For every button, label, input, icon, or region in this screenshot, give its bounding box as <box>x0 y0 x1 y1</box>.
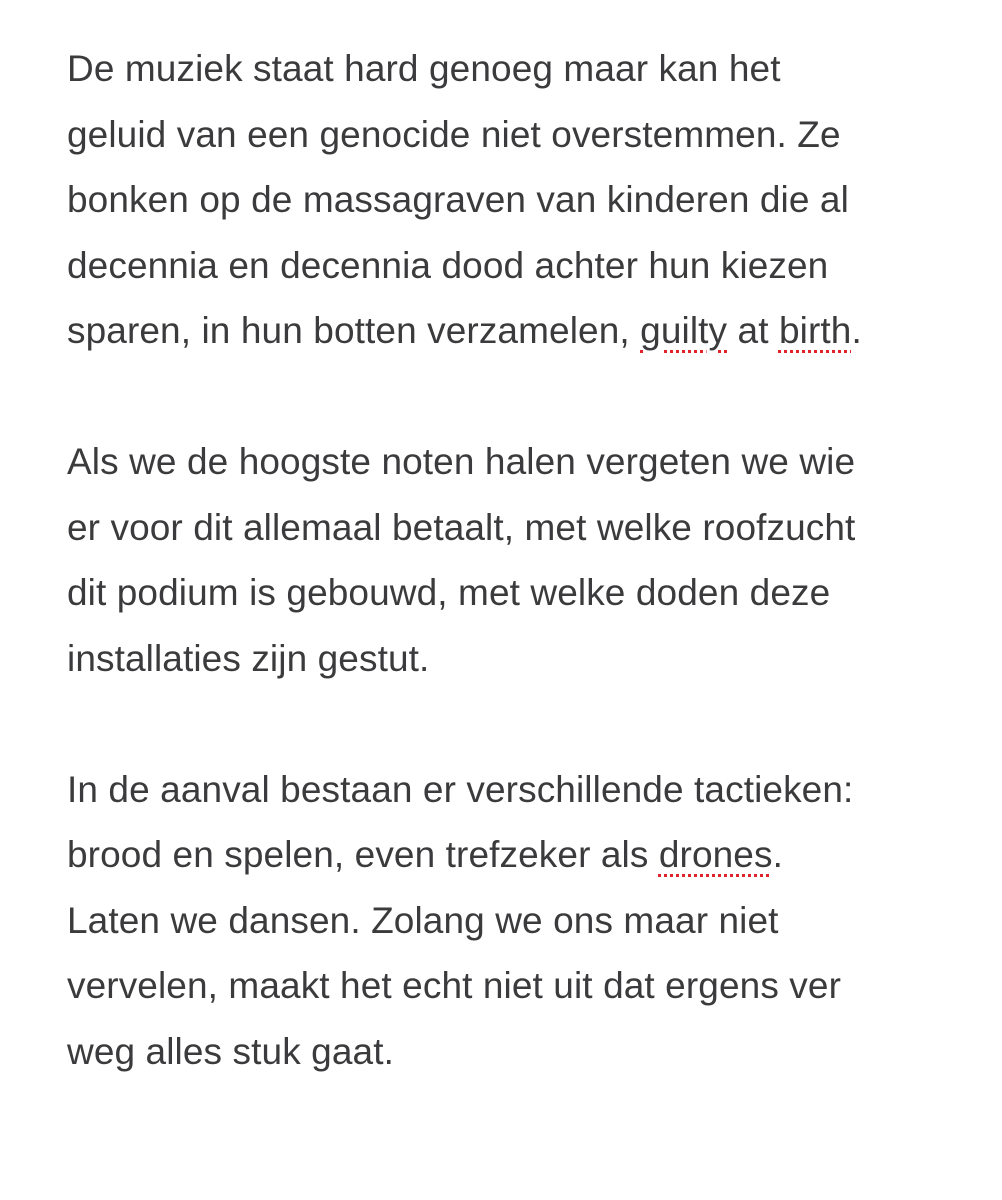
text-run: dit podium is gebouwd, met welke doden deze <box>67 572 831 613</box>
misspelled-word: drones <box>658 834 773 875</box>
text-line <box>67 560 967 626</box>
text-line <box>67 757 967 823</box>
paragraph <box>67 36 967 364</box>
misspelled-word: guilty <box>640 310 728 351</box>
text-line <box>67 822 967 888</box>
text-run: . <box>851 310 862 351</box>
paragraph <box>67 757 967 1085</box>
text-editor[interactable] <box>67 36 967 1084</box>
paragraph-gap <box>67 691 967 757</box>
text-run: sparen, in hun botten verzamelen, <box>67 310 641 351</box>
text-run: Als we de hoogste noten halen vergeten we wie <box>67 441 856 482</box>
text-line <box>67 495 967 561</box>
text-run: installaties zijn gestut. <box>67 637 430 679</box>
text-line <box>67 167 967 233</box>
text-run: er voor dit allemaal betaalt, met welke roofzucht <box>67 506 856 548</box>
text-run: De muziek staat hard genoeg maar kan het <box>67 48 781 89</box>
text-run: brood en spelen, even trefzeker als <box>67 834 659 875</box>
misspelled-word: birth <box>778 310 852 351</box>
text-run: weg alles stuk gaat. <box>67 1030 394 1072</box>
text-line <box>67 953 967 1019</box>
text-line <box>67 429 967 495</box>
text-run: geluid van een genocide niet overstemmen. Ze <box>67 113 841 155</box>
text-run: at <box>727 310 779 351</box>
text-run: vervelen, maakt het echt niet uit dat ergens ver <box>67 965 841 1006</box>
text-line <box>67 36 967 102</box>
text-line <box>67 888 967 954</box>
text-run: In de aanval bestaan er verschillende tactieken: <box>67 768 854 810</box>
text-line <box>67 233 967 299</box>
text-line <box>67 102 967 168</box>
text-run: . <box>772 834 783 875</box>
text-line <box>67 626 967 692</box>
text-line <box>67 1019 967 1085</box>
text-run: decennia en decennia dood achter hun kiezen <box>67 244 829 286</box>
paragraph-gap <box>67 364 967 430</box>
text-run: Laten we dansen. Zolang we ons maar niet <box>67 899 779 941</box>
text-run: bonken op de massagraven van kinderen die al <box>67 179 849 220</box>
paragraph <box>67 429 967 691</box>
text-line <box>67 298 967 364</box>
